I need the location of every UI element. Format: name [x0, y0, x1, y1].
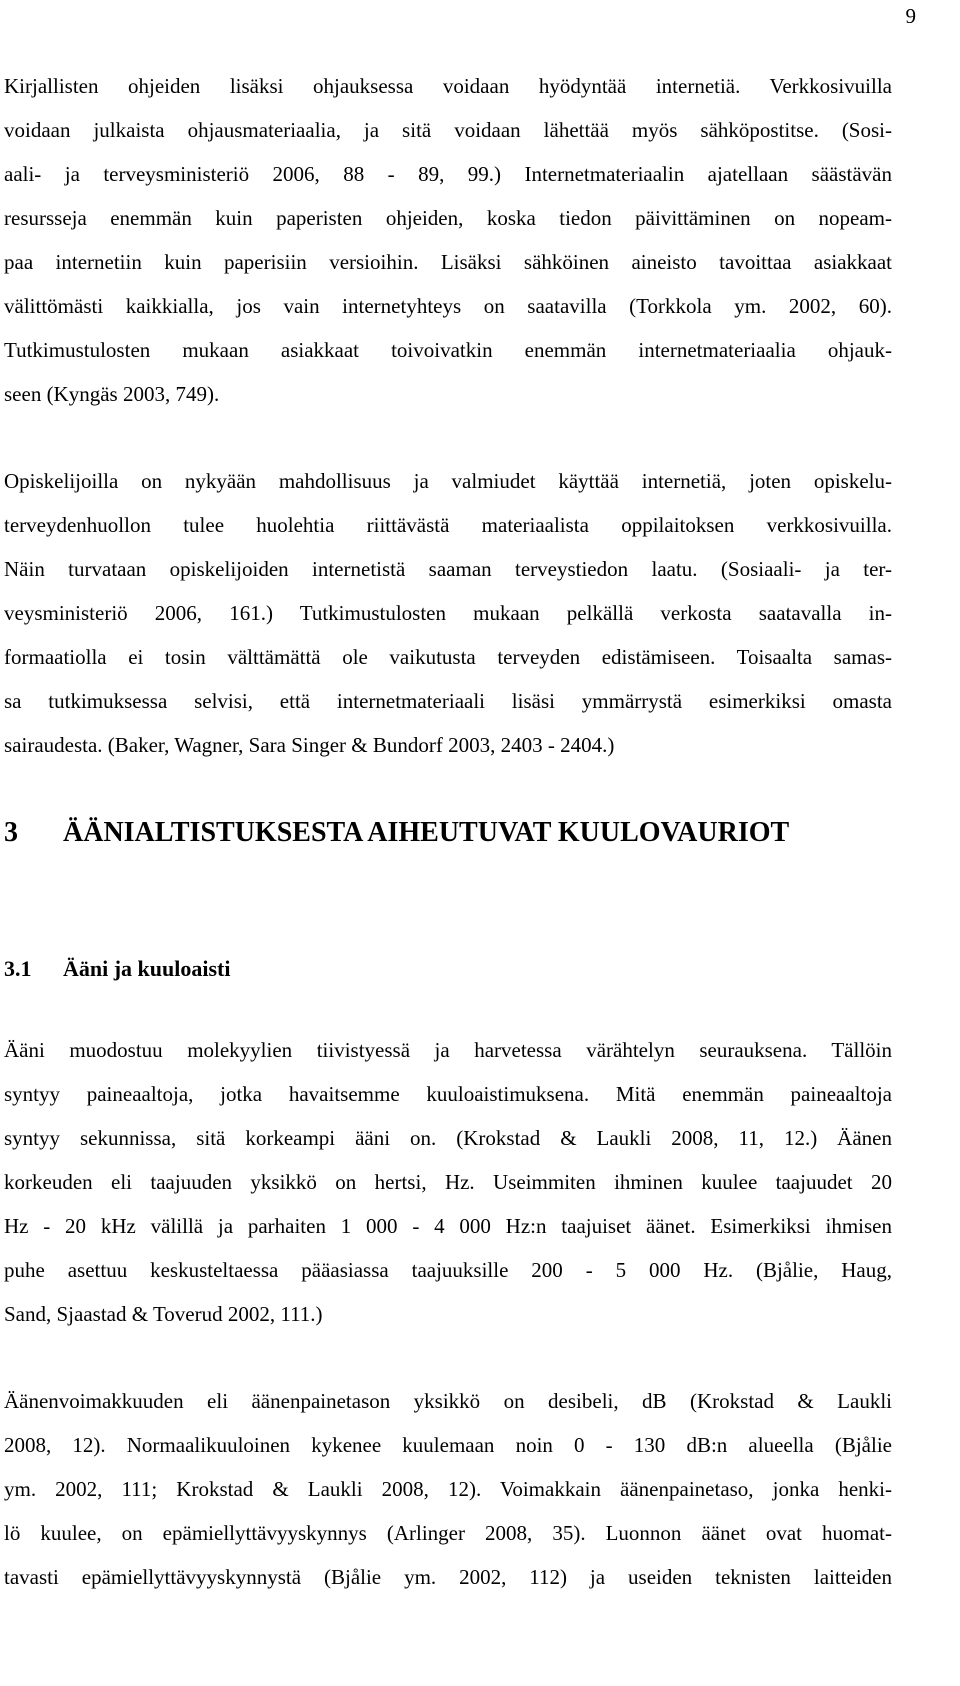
text-line: Äänenvoimakkuuden eli äänenpainetason yksikkö on desibeli, dB (Krokstad & Laukli: [4, 1389, 892, 1413]
text-line: syntyy paineaaltoja, jotka havaitsemme kuuloaistimuksena. Mitä enemmän paineaaltoja: [4, 1082, 892, 1106]
text-line: lö kuulee, on epämiellyttävyyskynnys (Arlinger 2008, 35). Luonnon äänet ovat huomat-: [4, 1521, 892, 1545]
chapter-number: 3: [4, 817, 18, 848]
text-line: voidaan julkaista ohjausmateriaalia, ja sitä voidaan lähettää myös sähköpostitse. (Sosi-: [4, 118, 892, 142]
text-line: Opiskelijoilla on nykyään mahdollisuus ja valmiudet käyttää internetiä, joten opiskelu-: [4, 469, 892, 493]
text-line: puhe asettuu keskusteltaessa pääasiassa taajuuksille 200 - 5 000 Hz. (Bjålie, Haug,: [4, 1258, 892, 1282]
text-line: Hz - 20 kHz välillä ja parhaiten 1 000 - 4 000 Hz:n taajuiset äänet. Esimerkiksi ihmisen: [4, 1214, 892, 1238]
page-number: 9: [905, 4, 916, 28]
text-line: välittömästi kaikkialla, jos vain internetyhteys on saatavilla (Torkkola ym. 2002, 60).: [4, 294, 892, 318]
chapter-heading: [4, 817, 789, 849]
text-line: tavasti epämiellyttävyyskynnystä (Bjålie ym. 2002, 112) ja useiden teknisten laitteiden: [4, 1565, 892, 1589]
text-line: terveydenhuollon tulee huolehtia riittävästä materiaalista oppilaitoksen verkkosivuilla.: [4, 513, 892, 537]
text-line: syntyy sekunnissa, sitä korkeampi ääni on. (Krokstad & Laukli 2008, 11, 12.) Äänen: [4, 1126, 892, 1150]
text-line: Tutkimustulosten mukaan asiakkaat toivoivatkin enemmän internetmateriaalia ohjauk-: [4, 338, 892, 362]
text-line: Sand, Sjaastad & Toverud 2002, 111.): [4, 1302, 323, 1326]
chapter-title: ÄÄNIALTISTUKSESTA AIHEUTUVAT KUULOVAURIOT: [63, 817, 790, 848]
text-line: Ääni muodostuu molekyylien tiivistyessä ja harvetessa värähtelyn seurauksena. Tällöin: [4, 1038, 892, 1062]
text-line: formaatiolla ei tosin välttämättä ole vaikutusta terveyden edistämiseen. Toisaalta samas-: [4, 645, 892, 669]
section-heading: [4, 956, 231, 982]
text-line: ym. 2002, 111; Krokstad & Laukli 2008, 12). Voimakkain äänenpainetaso, jonka henki-: [4, 1477, 892, 1501]
section-title: Ääni ja kuuloaisti: [63, 956, 231, 981]
text-line: paa internetiin kuin paperisiin versioihin. Lisäksi sähköinen aineisto tavoittaa asiakkaat: [4, 250, 892, 274]
text-line: aali- ja terveysministeriö 2006, 88 - 89, 99.) Internetmateriaalin ajatellaan säästävän: [4, 162, 892, 186]
text-line: 2008, 12). Normaalikuuloinen kykenee kuulemaan noin 0 - 130 dB:n alueella (Bjålie: [4, 1433, 892, 1457]
text-line: sairaudesta. (Baker, Wagner, Sara Singer & Bundorf 2003, 2403 - 2404.): [4, 733, 615, 757]
text-line: veysministeriö 2006, 161.) Tutkimustulosten mukaan pelkällä verkosta saatavalla in-: [4, 601, 892, 625]
section-number: 3.1: [4, 956, 32, 981]
text-line: seen (Kyngäs 2003, 749).: [4, 382, 220, 406]
text-line: Näin turvataan opiskelijoiden internetistä saaman terveystiedon laatu. (Sosiaali- ja ter-: [4, 557, 892, 581]
text-line: sa tutkimuksessa selvisi, että internetmateriaali lisäsi ymmärrystä esimerkiksi omasta: [4, 689, 892, 713]
text-line: Kirjallisten ohjeiden lisäksi ohjauksessa voidaan hyödyntää internetiä. Verkkosivuilla: [4, 74, 892, 98]
text-line: resursseja enemmän kuin paperisten ohjeiden, koska tiedon päivittäminen on nopeam-: [4, 206, 892, 230]
text-line: korkeuden eli taajuuden yksikkö on hertsi, Hz. Useimmiten ihminen kuulee taajuudet 20: [4, 1170, 892, 1194]
